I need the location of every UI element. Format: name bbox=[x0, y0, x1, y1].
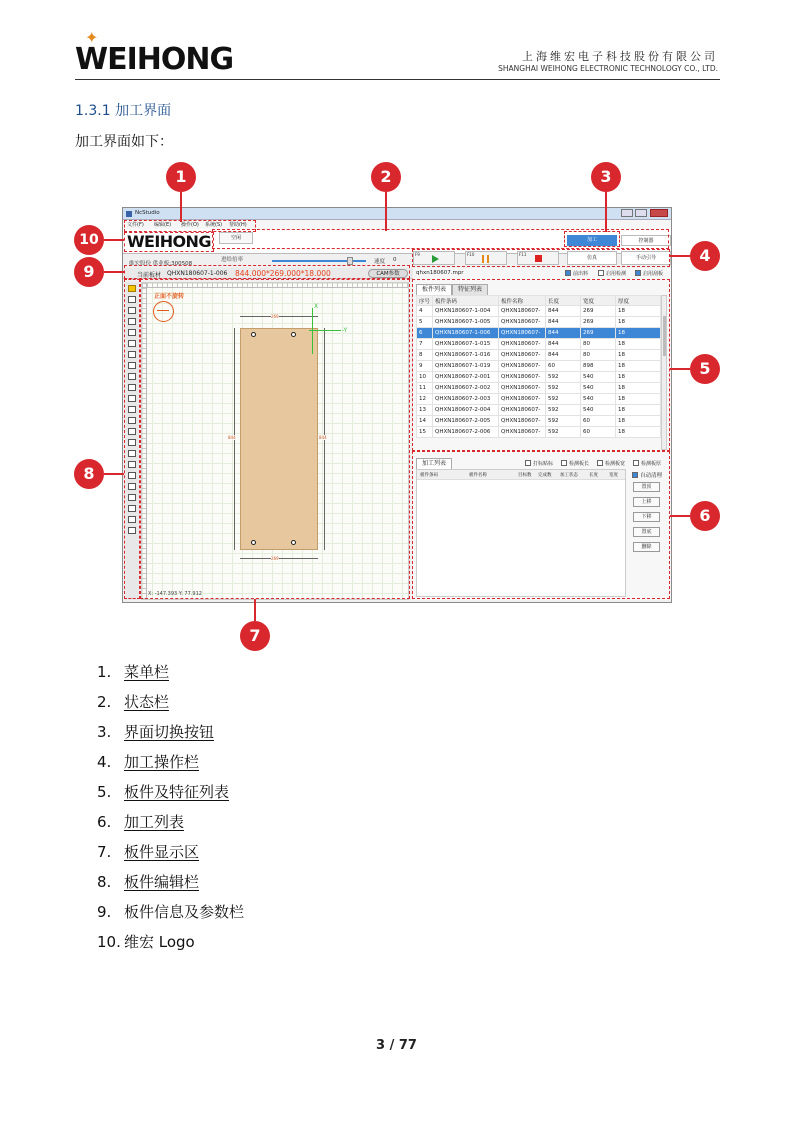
simulate-button[interactable]: 仿真 bbox=[567, 251, 617, 265]
marker-line-8 bbox=[104, 473, 124, 475]
table-cell: 7 bbox=[417, 339, 433, 350]
frame-process-list bbox=[412, 451, 670, 599]
marker-line-3 bbox=[605, 192, 607, 232]
move-bottom-button[interactable]: 置底 bbox=[633, 527, 660, 537]
table-cell: QHXN180607-1-005 bbox=[433, 317, 499, 328]
list-item-number: 5. bbox=[97, 783, 112, 801]
table-cell: 5 bbox=[417, 317, 433, 328]
feed-rate-label: 进给倍率 bbox=[221, 257, 244, 263]
company-name-en: SHANGHAI WEIHONG ELECTRONIC TECHNOLOGY CO., LTD. bbox=[498, 64, 718, 73]
table-cell: 540 bbox=[581, 394, 616, 405]
list-item-link[interactable]: 加工操作栏 bbox=[124, 753, 200, 771]
table-cell: 592 bbox=[546, 372, 581, 383]
list-item bbox=[97, 871, 199, 892]
table-cell: 269 bbox=[581, 328, 616, 339]
key-f9: F9 bbox=[415, 252, 420, 257]
company-name-cn: 上海维宏电子科技股份有限公司 bbox=[522, 50, 718, 63]
pcol-barcode[interactable]: 板件条码 bbox=[420, 473, 438, 478]
table-cell: 18 bbox=[616, 361, 661, 372]
minimize-icon[interactable] bbox=[621, 209, 633, 217]
list-item-number: 9. bbox=[97, 903, 112, 921]
table-cell: QHXN180607- bbox=[499, 361, 546, 372]
table-cell: QHXN180607-1-019 bbox=[433, 361, 499, 372]
axis-y-label: -Y bbox=[342, 327, 348, 334]
col-index[interactable]: 序号 bbox=[417, 296, 433, 306]
table-cell: QHXN180607-2-004 bbox=[433, 405, 499, 416]
table-cell: QHXN180607- bbox=[499, 350, 546, 361]
table-cell: 60 bbox=[581, 416, 616, 427]
table-cell: QHXN180607- bbox=[499, 394, 546, 405]
dim-left-label: 844 bbox=[228, 435, 236, 440]
frame-display-area bbox=[140, 279, 410, 599]
move-up-button[interactable]: 上移 bbox=[633, 497, 660, 507]
menu-edit[interactable]: 编辑(E) bbox=[154, 222, 172, 228]
marker-2: 2 bbox=[371, 162, 401, 192]
table-cell: 269 bbox=[581, 317, 616, 328]
pcol-target[interactable]: 目标数 bbox=[518, 473, 532, 478]
pcol-done[interactable]: 完成数 bbox=[538, 473, 552, 478]
table-cell: 540 bbox=[581, 383, 616, 394]
table-cell: QHXN180607-1-015 bbox=[433, 339, 499, 350]
window-title: NcStudio bbox=[135, 210, 160, 216]
list-item bbox=[97, 811, 184, 832]
pcol-status[interactable]: 加工状态 bbox=[560, 473, 578, 478]
check-front-out[interactable]: 前出料 bbox=[565, 270, 588, 277]
list-item-link[interactable]: 板件及特征列表 bbox=[124, 783, 230, 801]
table-cell: 60 bbox=[546, 361, 581, 372]
table-cell: 60 bbox=[581, 427, 616, 438]
col-barcode[interactable]: 板件条码 bbox=[433, 296, 499, 306]
auto-clear-checkbox[interactable]: 自动清理 bbox=[632, 471, 662, 479]
marker-line-7 bbox=[254, 599, 256, 621]
list-item-text: 维宏 Logo bbox=[124, 933, 195, 951]
table-cell: QHXN180607-1-006 bbox=[433, 328, 499, 339]
list-item-link[interactable]: 加工列表 bbox=[124, 813, 185, 831]
frame-board-info bbox=[124, 265, 410, 279]
table-cell: 80 bbox=[581, 350, 616, 361]
marker-10: 10 bbox=[74, 225, 104, 255]
table-cell: 18 bbox=[616, 416, 661, 427]
table-cell: 844 bbox=[546, 328, 581, 339]
close-icon[interactable] bbox=[650, 209, 668, 217]
table-cell: QHXN180607-2-005 bbox=[433, 416, 499, 427]
marker-line-10 bbox=[104, 239, 124, 241]
cursor-coords: X: -147.393 Y: 77.912 bbox=[148, 591, 202, 597]
table-cell: QHXN180607- bbox=[499, 328, 546, 339]
table-cell: 540 bbox=[581, 372, 616, 383]
list-item-number: 4. bbox=[97, 753, 112, 771]
tab-process[interactable]: 加工 bbox=[567, 235, 617, 246]
table-cell: QHXN180607- bbox=[499, 339, 546, 350]
marker-line-5 bbox=[670, 368, 690, 370]
table-cell: 80 bbox=[581, 339, 616, 350]
section-title: 1.3.1 加工界面 bbox=[75, 103, 172, 119]
maximize-icon[interactable] bbox=[635, 209, 647, 217]
table-cell: QHXN180607- bbox=[499, 317, 546, 328]
delete-button[interactable]: 删除 bbox=[633, 542, 660, 552]
check-scraper[interactable]: 启用刮板 bbox=[635, 270, 663, 277]
table-cell: 18 bbox=[616, 383, 661, 394]
frame-logo bbox=[124, 232, 214, 252]
table-cell: 18 bbox=[616, 328, 661, 339]
current-board-label: 当前板材 bbox=[137, 272, 162, 279]
menu-help[interactable]: 帮助(H) bbox=[229, 222, 247, 228]
table-cell: 18 bbox=[616, 339, 661, 350]
tab-controller[interactable]: 控制器 bbox=[621, 235, 671, 246]
table-cell: 18 bbox=[616, 306, 661, 317]
table-cell: 13 bbox=[417, 405, 433, 416]
list-item-link[interactable]: 板件编辑栏 bbox=[124, 873, 200, 891]
tab-board-list[interactable]: 板件列表 bbox=[416, 284, 452, 295]
table-cell: QHXN180607- bbox=[499, 306, 546, 317]
table-cell: QHXN180607-2-006 bbox=[433, 427, 499, 438]
page-header bbox=[75, 28, 720, 80]
check-width[interactable]: 检测板宽 bbox=[597, 460, 625, 467]
list-item bbox=[97, 781, 229, 802]
table-cell: 11 bbox=[417, 383, 433, 394]
list-item bbox=[97, 721, 214, 742]
list-item-text: 板件信息及参数栏 bbox=[124, 903, 245, 921]
marker-5: 5 bbox=[690, 354, 720, 384]
table-cell: 592 bbox=[546, 405, 581, 416]
marker-1: 1 bbox=[166, 162, 196, 192]
table-cell: 15 bbox=[417, 427, 433, 438]
logo-star-icon: ✦ bbox=[85, 28, 99, 47]
table-cell: 844 bbox=[546, 306, 581, 317]
table-cell: 18 bbox=[616, 372, 661, 383]
table-cell: 18 bbox=[616, 350, 661, 361]
list-item bbox=[97, 931, 195, 952]
table-cell: QHXN180607- bbox=[499, 372, 546, 383]
col-width[interactable]: 宽度 bbox=[581, 296, 616, 306]
manual-guide-button[interactable]: 手动引导 bbox=[621, 251, 671, 265]
pcol-length[interactable]: 长度 bbox=[589, 473, 598, 478]
marker-6: 6 bbox=[690, 501, 720, 531]
check-thickness[interactable]: 检测板厚 bbox=[633, 460, 661, 467]
dim-bottom-label: 269 bbox=[271, 556, 279, 561]
table-cell: 592 bbox=[546, 383, 581, 394]
list-item bbox=[97, 691, 169, 712]
list-item-number: 3. bbox=[97, 723, 112, 741]
table-cell: 540 bbox=[581, 405, 616, 416]
list-item bbox=[97, 661, 169, 682]
frame-switch-button bbox=[564, 231, 620, 247]
marker-line-6 bbox=[670, 515, 690, 517]
speed-value: 0 bbox=[393, 257, 397, 263]
key-f10: F10 bbox=[467, 252, 475, 257]
check-label[interactable]: 打标贴标 bbox=[525, 460, 553, 467]
company-info: 维宏股份 供业板:300508 bbox=[129, 261, 193, 267]
list-item-number: 8. bbox=[97, 873, 112, 891]
table-cell: 844 bbox=[546, 317, 581, 328]
table-cell: QHXN180607-2-002 bbox=[433, 383, 499, 394]
table-cell: 592 bbox=[546, 427, 581, 438]
cam-params-button[interactable]: CAM参数 bbox=[368, 269, 408, 278]
list-item-number: 2. bbox=[97, 693, 112, 711]
table-cell: 12 bbox=[417, 394, 433, 405]
marker-line-9 bbox=[104, 271, 124, 273]
table-cell: 4 bbox=[417, 306, 433, 317]
list-item-number: 7. bbox=[97, 843, 112, 861]
check-detect[interactable]: 启用检测 bbox=[598, 270, 626, 277]
marker-7: 7 bbox=[240, 621, 270, 651]
key-f11: F11 bbox=[519, 252, 527, 257]
table-cell: QHXN180607-2-003 bbox=[433, 394, 499, 405]
table-cell: QHXN180607- bbox=[499, 427, 546, 438]
table-cell: QHXN180607- bbox=[499, 405, 546, 416]
feed-rate-knob[interactable] bbox=[347, 257, 353, 265]
table-cell: 844 bbox=[546, 339, 581, 350]
list-item bbox=[97, 751, 199, 772]
axis-x-label: X bbox=[314, 303, 319, 310]
marker-line-2 bbox=[385, 192, 387, 231]
dim-top-label: 269 bbox=[271, 314, 279, 319]
table-cell: 10 bbox=[417, 372, 433, 383]
table-cell: 844 bbox=[546, 350, 581, 361]
pcol-width[interactable]: 宽度 bbox=[609, 473, 618, 478]
table-cell: 6 bbox=[417, 328, 433, 339]
marker-line-1 bbox=[180, 192, 182, 222]
table-cell: 18 bbox=[616, 427, 661, 438]
frame-edit-bar bbox=[124, 279, 140, 599]
list-item-link[interactable]: 菜单栏 bbox=[124, 663, 170, 681]
table-cell: 8 bbox=[417, 350, 433, 361]
current-board-dims: 844.000*269.000*18.000 bbox=[235, 269, 331, 278]
pcol-name[interactable]: 板件名称 bbox=[469, 473, 487, 478]
weihong-logo: WEIHONG bbox=[75, 42, 234, 77]
frame-process-ops bbox=[412, 249, 670, 267]
check-length[interactable]: 检测板长 bbox=[561, 460, 589, 467]
list-item bbox=[97, 841, 199, 862]
marker-4: 4 bbox=[690, 241, 720, 271]
rotation-label: 正面不旋转 bbox=[154, 293, 185, 300]
table-cell: 592 bbox=[546, 394, 581, 405]
list-item-link[interactable]: 界面切换按钮 bbox=[124, 723, 215, 741]
dim-right-label: 844 bbox=[319, 435, 327, 440]
table-cell: 898 bbox=[581, 361, 616, 372]
move-top-button[interactable]: 置顶 bbox=[633, 482, 660, 492]
file-name: qhxn180607.mpr bbox=[416, 270, 464, 276]
col-thickness[interactable]: 厚度 bbox=[616, 296, 661, 306]
marker-9: 9 bbox=[74, 257, 104, 287]
app-icon bbox=[126, 211, 132, 217]
marker-line-4 bbox=[670, 255, 690, 257]
marker-8: 8 bbox=[74, 459, 104, 489]
list-item-number: 10. bbox=[97, 933, 121, 951]
marker-3: 3 bbox=[591, 162, 621, 192]
tab-process-list[interactable]: 加工列表 bbox=[416, 458, 452, 469]
app-logo: WEIHONG bbox=[127, 232, 211, 251]
page-number: 3 / 77 bbox=[376, 1038, 417, 1053]
status-idle: 空闲 bbox=[219, 232, 253, 244]
move-down-button[interactable]: 下移 bbox=[633, 512, 660, 522]
table-cell: QHXN180607-2-001 bbox=[433, 372, 499, 383]
col-length[interactable]: 长度 bbox=[546, 296, 581, 306]
table-cell: 269 bbox=[581, 306, 616, 317]
table-cell: QHXN180607-1-004 bbox=[433, 306, 499, 317]
table-cell: 592 bbox=[546, 416, 581, 427]
window-titlebar bbox=[123, 208, 671, 220]
frame-board-list bbox=[412, 279, 670, 451]
list-item-number: 1. bbox=[97, 663, 112, 681]
header-rule bbox=[75, 79, 720, 80]
speed-label: 速度 bbox=[374, 259, 386, 265]
menu-operate[interactable]: 操作(O) bbox=[181, 222, 199, 228]
section-intro: 加工界面如下： bbox=[75, 134, 173, 150]
table-cell: 18 bbox=[616, 317, 661, 328]
menu-system[interactable]: 系统(S) bbox=[205, 222, 223, 228]
table-cell: 14 bbox=[417, 416, 433, 427]
list-item-link[interactable]: 状态栏 bbox=[124, 693, 170, 711]
menu-file[interactable]: 文件(F) bbox=[127, 222, 144, 228]
current-board-id: QHXN180607-1-006 bbox=[167, 270, 228, 277]
table-cell: 18 bbox=[616, 405, 661, 416]
list-item-number: 6. bbox=[97, 813, 112, 831]
table-cell: QHXN180607-1-016 bbox=[433, 350, 499, 361]
tab-feature-list[interactable]: 特征列表 bbox=[452, 284, 488, 295]
table-cell: 9 bbox=[417, 361, 433, 372]
list-item bbox=[97, 901, 244, 922]
table-cell: QHXN180607- bbox=[499, 416, 546, 427]
table-cell: 18 bbox=[616, 394, 661, 405]
col-name[interactable]: 板件名称 bbox=[499, 296, 546, 306]
table-cell: QHXN180607- bbox=[499, 383, 546, 394]
list-item-link[interactable]: 板件显示区 bbox=[124, 843, 200, 861]
